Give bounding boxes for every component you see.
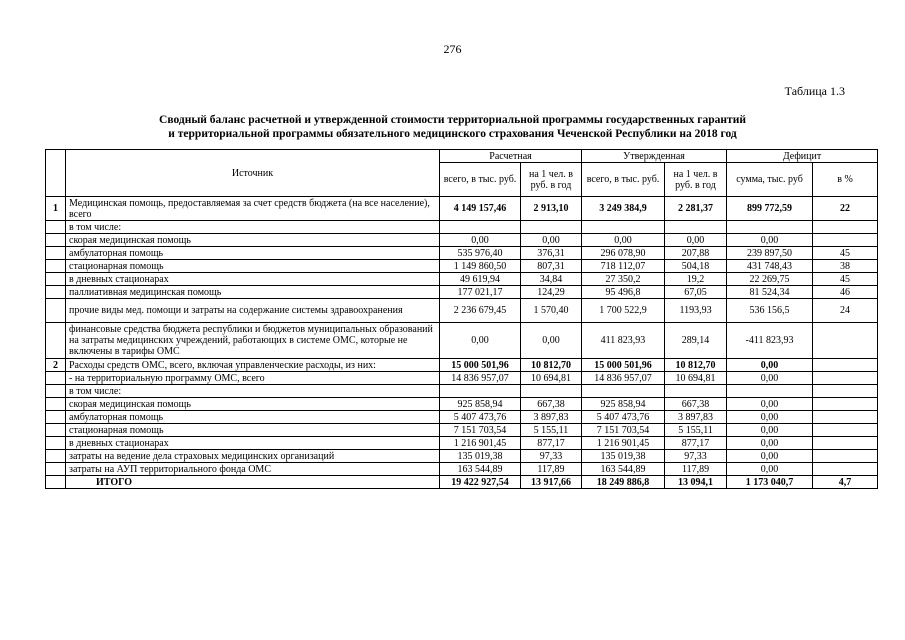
cell-d1: 239 897,50 bbox=[727, 247, 813, 260]
row-index bbox=[46, 286, 66, 299]
row-source: паллиативная медицинская помощь bbox=[66, 286, 440, 299]
header-deficit-sum: сумма, тыс. руб bbox=[727, 163, 813, 197]
cell-a1: 15 000 501,96 bbox=[582, 359, 665, 372]
table-row bbox=[46, 260, 878, 273]
table-row bbox=[46, 411, 878, 424]
document-title-line-1: Сводный баланс расчетной и утвержденной стоимости территориальной программы государственных гарантий bbox=[159, 114, 746, 126]
cell-d2 bbox=[813, 450, 878, 463]
cell-c1 bbox=[440, 221, 521, 234]
cell-c2: 13 917,66 bbox=[521, 476, 582, 489]
table-row bbox=[46, 273, 878, 286]
row-source: затраты на АУП территориального фонда ОМС bbox=[66, 463, 440, 476]
cell-d2 bbox=[813, 234, 878, 247]
cell-a2 bbox=[665, 221, 727, 234]
table-row bbox=[46, 359, 878, 372]
cell-a1: 163 544,89 bbox=[582, 463, 665, 476]
cell-c1 bbox=[440, 385, 521, 398]
cell-d1: 0,00 bbox=[727, 234, 813, 247]
row-index bbox=[46, 221, 66, 234]
cell-a1: 718 112,07 bbox=[582, 260, 665, 273]
cell-d1: 81 524,34 bbox=[727, 286, 813, 299]
cell-d1: 0,00 bbox=[727, 398, 813, 411]
cell-d1: -411 823,93 bbox=[727, 323, 813, 359]
cell-d1: 0,00 bbox=[727, 450, 813, 463]
row-index bbox=[46, 424, 66, 437]
header-index-cell bbox=[46, 150, 66, 197]
header-calculated: Расчетная bbox=[440, 150, 582, 163]
row-index bbox=[46, 234, 66, 247]
cell-a1: 1 700 522,9 bbox=[582, 299, 665, 323]
cell-c2: 0,00 bbox=[521, 234, 582, 247]
cell-a1: 7 151 703,54 bbox=[582, 424, 665, 437]
cell-d2: 22 bbox=[813, 197, 878, 221]
cell-d2 bbox=[813, 411, 878, 424]
cell-d1: 0,00 bbox=[727, 463, 813, 476]
cell-d2: 46 bbox=[813, 286, 878, 299]
cell-c2: 10 812,70 bbox=[521, 359, 582, 372]
cell-d2 bbox=[813, 372, 878, 385]
row-source: скорая медицинская помощь bbox=[66, 398, 440, 411]
cell-c2: 97,33 bbox=[521, 450, 582, 463]
row-source: в дневных стационарах bbox=[66, 437, 440, 450]
row-index bbox=[46, 385, 66, 398]
row-source: в том числе: bbox=[66, 385, 440, 398]
cell-a1: 0,00 bbox=[582, 234, 665, 247]
cell-a2: 10 694,81 bbox=[665, 372, 727, 385]
row-index bbox=[46, 260, 66, 273]
table-caption: Таблица 1.3 bbox=[784, 84, 845, 98]
cell-a2: 667,38 bbox=[665, 398, 727, 411]
cell-c1: 535 976,40 bbox=[440, 247, 521, 260]
cell-a2: 2 281,37 bbox=[665, 197, 727, 221]
row-index bbox=[46, 476, 66, 489]
cell-a1: 5 407 473,76 bbox=[582, 411, 665, 424]
cell-c1: 135 019,38 bbox=[440, 450, 521, 463]
cell-a1: 135 019,38 bbox=[582, 450, 665, 463]
header-approved-per-person: на 1 чел. в руб. в год bbox=[665, 163, 727, 197]
cell-a2: 117,89 bbox=[665, 463, 727, 476]
cell-a2: 10 812,70 bbox=[665, 359, 727, 372]
cell-c1: 5 407 473,76 bbox=[440, 411, 521, 424]
cell-c2: 2 913,10 bbox=[521, 197, 582, 221]
cell-d1: 22 269,75 bbox=[727, 273, 813, 286]
table-row bbox=[46, 463, 878, 476]
row-source: Расходы средств ОМС, всего, включая управленческие расходы, из них: bbox=[66, 359, 440, 372]
cell-a1: 27 350,2 bbox=[582, 273, 665, 286]
table-row bbox=[46, 450, 878, 463]
cell-d2 bbox=[813, 463, 878, 476]
table-row bbox=[46, 424, 878, 437]
cell-a1 bbox=[582, 385, 665, 398]
cell-c2: 34,84 bbox=[521, 273, 582, 286]
row-source: ИТОГО bbox=[66, 476, 440, 489]
row-source: Медицинская помощь, предоставляемая за счет средств бюджета (на все население), всего bbox=[66, 197, 440, 221]
header-calc-total: всего, в тыс. руб. bbox=[440, 163, 521, 197]
cell-d1: 0,00 bbox=[727, 437, 813, 450]
row-index bbox=[46, 411, 66, 424]
cell-a2: 13 094,1 bbox=[665, 476, 727, 489]
row-index bbox=[46, 323, 66, 359]
cell-c2: 124,29 bbox=[521, 286, 582, 299]
cell-d2: 45 bbox=[813, 273, 878, 286]
cell-a2: 877,17 bbox=[665, 437, 727, 450]
cell-c2: 3 897,83 bbox=[521, 411, 582, 424]
header-source: Источник bbox=[66, 150, 440, 197]
cell-c2: 117,89 bbox=[521, 463, 582, 476]
header-calc-per-person: на 1 чел. в руб. в год bbox=[521, 163, 582, 197]
cell-a2: 504,18 bbox=[665, 260, 727, 273]
cell-d2 bbox=[813, 398, 878, 411]
cell-c2: 877,17 bbox=[521, 437, 582, 450]
cell-c1: 925 858,94 bbox=[440, 398, 521, 411]
row-index bbox=[46, 247, 66, 260]
cell-a1: 14 836 957,07 bbox=[582, 372, 665, 385]
row-source: затраты на ведение дела страховых медицинских организаций bbox=[66, 450, 440, 463]
cell-c2: 1 570,40 bbox=[521, 299, 582, 323]
cell-d1: 0,00 bbox=[727, 424, 813, 437]
row-source: прочие виды мед. помощи и затраты на содержание системы здравоохранения bbox=[66, 299, 440, 323]
cell-a2: 207,88 bbox=[665, 247, 727, 260]
cell-c2: 0,00 bbox=[521, 323, 582, 359]
cell-d2 bbox=[813, 359, 878, 372]
cell-a2: 0,00 bbox=[665, 234, 727, 247]
table-row bbox=[46, 286, 878, 299]
table-row bbox=[46, 398, 878, 411]
cell-d2 bbox=[813, 323, 878, 359]
cell-a2: 3 897,83 bbox=[665, 411, 727, 424]
cell-d1 bbox=[727, 385, 813, 398]
balance-table bbox=[45, 149, 878, 489]
cell-c1: 4 149 157,46 bbox=[440, 197, 521, 221]
cell-a1: 925 858,94 bbox=[582, 398, 665, 411]
cell-d2: 4,7 bbox=[813, 476, 878, 489]
row-index bbox=[46, 450, 66, 463]
cell-d2 bbox=[813, 437, 878, 450]
row-source: в том числе: bbox=[66, 221, 440, 234]
cell-c1: 163 544,89 bbox=[440, 463, 521, 476]
cell-c1: 0,00 bbox=[440, 234, 521, 247]
row-source: стационарная помощь bbox=[66, 424, 440, 437]
document-title bbox=[0, 113, 905, 141]
header-approved: Утвержденная bbox=[582, 150, 727, 163]
cell-d1: 0,00 bbox=[727, 359, 813, 372]
cell-a1: 411 823,93 bbox=[582, 323, 665, 359]
cell-d2: 45 bbox=[813, 247, 878, 260]
cell-c1: 0,00 bbox=[440, 323, 521, 359]
row-source: стационарная помощь bbox=[66, 260, 440, 273]
cell-d1: 899 772,59 bbox=[727, 197, 813, 221]
cell-c1: 49 619,94 bbox=[440, 273, 521, 286]
cell-c1: 2 236 679,45 bbox=[440, 299, 521, 323]
cell-c2: 5 155,11 bbox=[521, 424, 582, 437]
cell-c2 bbox=[521, 221, 582, 234]
cell-d2 bbox=[813, 385, 878, 398]
cell-d1: 0,00 bbox=[727, 411, 813, 424]
cell-a2: 67,05 bbox=[665, 286, 727, 299]
row-index bbox=[46, 437, 66, 450]
cell-a2: 289,14 bbox=[665, 323, 727, 359]
cell-c1: 177 021,17 bbox=[440, 286, 521, 299]
page-number: 276 bbox=[443, 42, 462, 56]
cell-d1 bbox=[727, 221, 813, 234]
cell-c1: 1 149 860,50 bbox=[440, 260, 521, 273]
cell-c1: 1 216 901,45 bbox=[440, 437, 521, 450]
row-index bbox=[46, 273, 66, 286]
row-index bbox=[46, 299, 66, 323]
row-source: амбулаторная помощь bbox=[66, 411, 440, 424]
row-index: 1 bbox=[46, 197, 66, 221]
cell-d2 bbox=[813, 424, 878, 437]
header-deficit-percent: в % bbox=[813, 163, 878, 197]
cell-a1: 3 249 384,9 bbox=[582, 197, 665, 221]
cell-c2 bbox=[521, 385, 582, 398]
table-row bbox=[46, 372, 878, 385]
cell-a2: 19,2 bbox=[665, 273, 727, 286]
row-source: амбулаторная помощь bbox=[66, 247, 440, 260]
cell-c2: 376,31 bbox=[521, 247, 582, 260]
row-index bbox=[46, 372, 66, 385]
table-row bbox=[46, 385, 878, 398]
cell-a2: 97,33 bbox=[665, 450, 727, 463]
cell-c2: 807,31 bbox=[521, 260, 582, 273]
cell-d1: 536 156,5 bbox=[727, 299, 813, 323]
row-source: скорая медицинская помощь bbox=[66, 234, 440, 247]
cell-c2: 667,38 bbox=[521, 398, 582, 411]
cell-c1: 19 422 927,54 bbox=[440, 476, 521, 489]
row-source: - на территориальную программу ОМС, всего bbox=[66, 372, 440, 385]
header-deficit: Дефицит bbox=[727, 150, 878, 163]
cell-a1: 296 078,90 bbox=[582, 247, 665, 260]
cell-d2 bbox=[813, 221, 878, 234]
cell-a1 bbox=[582, 221, 665, 234]
document-title-line-2: и территориальной программы обязательного медицинского страхования Чеченской Республики на 2018 год bbox=[168, 128, 737, 140]
table-row bbox=[46, 197, 878, 221]
table-row bbox=[46, 299, 878, 323]
row-index bbox=[46, 463, 66, 476]
cell-a2: 5 155,11 bbox=[665, 424, 727, 437]
table-row bbox=[46, 437, 878, 450]
cell-c1: 15 000 501,96 bbox=[440, 359, 521, 372]
cell-c1: 14 836 957,07 bbox=[440, 372, 521, 385]
row-source: финансовые средства бюджета республики и бюджетов муниципальных образований на затраты медицинских учреждений, работающих в системе ОМС, которые не включены в тарифы ОМС bbox=[66, 323, 440, 359]
row-index: 2 bbox=[46, 359, 66, 372]
cell-d1: 0,00 bbox=[727, 372, 813, 385]
table-row bbox=[46, 221, 878, 234]
header-approved-total: всего, в тыс. руб. bbox=[582, 163, 665, 197]
table-row bbox=[46, 476, 878, 489]
cell-a1: 18 249 886,8 bbox=[582, 476, 665, 489]
table-row bbox=[46, 323, 878, 359]
cell-a2: 1193,93 bbox=[665, 299, 727, 323]
cell-d1: 431 748,43 bbox=[727, 260, 813, 273]
cell-a1: 95 496,8 bbox=[582, 286, 665, 299]
header-row-groups bbox=[46, 150, 878, 163]
table-row bbox=[46, 247, 878, 260]
cell-c1: 7 151 703,54 bbox=[440, 424, 521, 437]
table-body bbox=[46, 197, 878, 489]
cell-a1: 1 216 901,45 bbox=[582, 437, 665, 450]
table-row bbox=[46, 234, 878, 247]
cell-d1: 1 173 040,7 bbox=[727, 476, 813, 489]
row-index bbox=[46, 398, 66, 411]
cell-a2 bbox=[665, 385, 727, 398]
cell-d2: 38 bbox=[813, 260, 878, 273]
cell-c2: 10 694,81 bbox=[521, 372, 582, 385]
cell-d2: 24 bbox=[813, 299, 878, 323]
row-source: в дневных стационарах bbox=[66, 273, 440, 286]
